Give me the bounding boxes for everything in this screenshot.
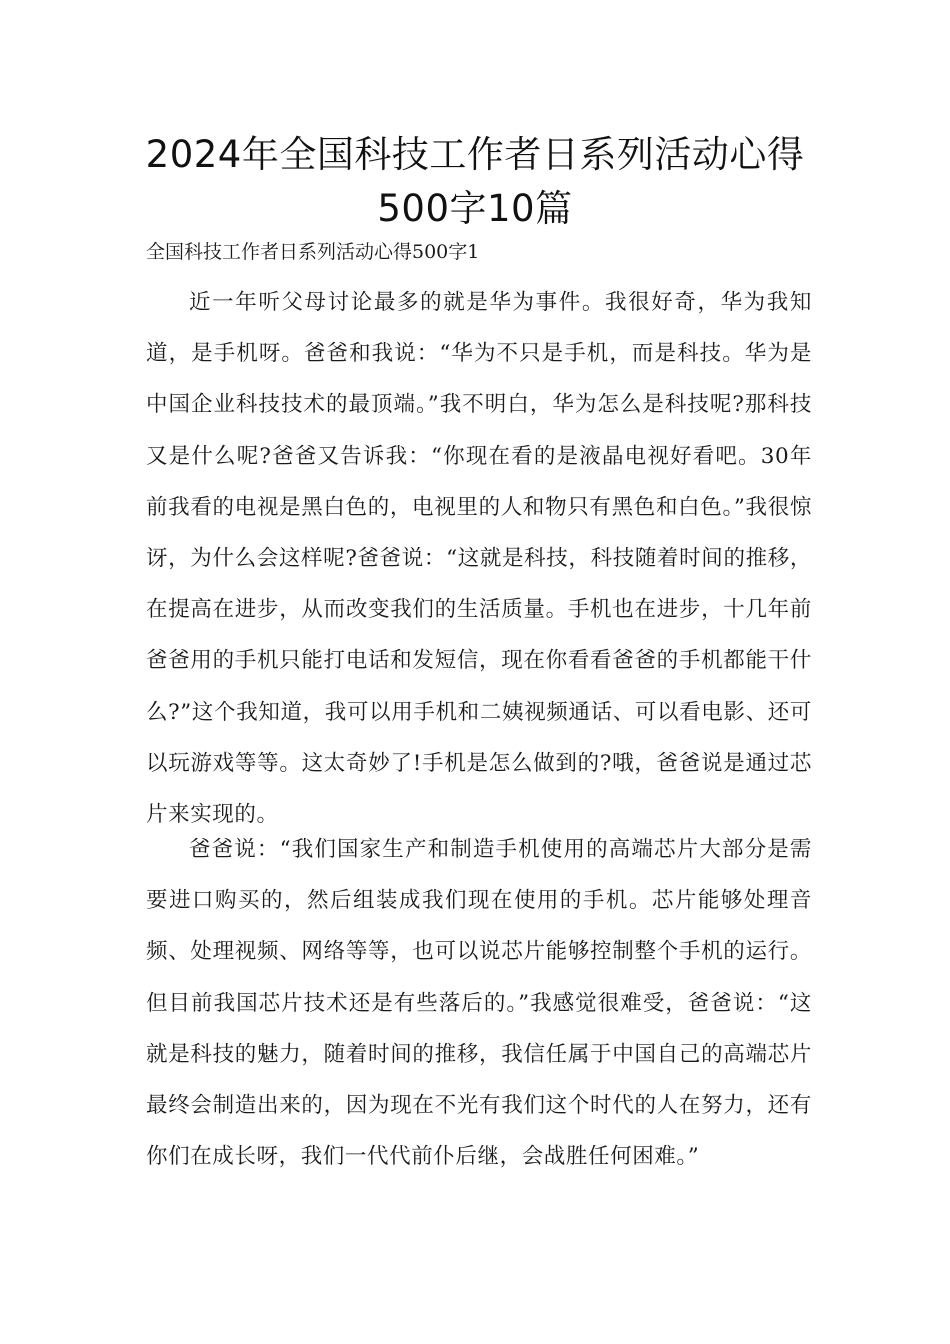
paragraph: 爸爸说：“我们国家生产和制造手机使用的高端芯片大部分是需要进口购买的，然后组装成我们现在使用的手机。芯片能够处理音频、处理视频、网络等等，也可以说芯片能够控制整个手机的运行。但目前我国芯片技术还是有些落后的。”我感觉很难受，爸爸说：“这就是科技的魅力，随着时间的推移，我信任属于中国自己的高端芯片最终会制造出来的，因为现在不光有我们这个时代的人在努力，还有你们在成长呀，我们一代代前仆后继，会战胜任何困难。” (146, 837, 812, 1170)
paragraph-2-block (146, 824, 812, 1182)
document-title: 2024年全国科技工作者日系列活动心得500字10篇 (145, 133, 805, 230)
paragraph-1-block (146, 277, 812, 840)
paragraph: 近一年听父母讨论最多的就是华为事件。我很好奇，华为我知道，是手机呀。爸爸和我说：“华为不只是手机，而是科技。华为是中国企业科技技术的最顶端。”我不明白，华为怎么是科技呢?那科技又是什么呢?爸爸又告诉我：“你现在看的是液晶电视好看吧。30年前我看的电视是黑白色的，电视里的人和物只有黑色和白色。”我很惊讶，为什么会这样呢?爸爸说：“这就是科技，科技随着时间的推移，在提高在进步，从而改变我们的生活质量。手机也在进步，十几年前爸爸用的手机只能打电话和发短信，现在你看看爸爸的手机都能干什么?”这个我知道，我可以用手机和二姨视频通话、可以看电影、还可以玩游戏等等。这太奇妙了!手机是怎么做到的?哦，爸爸说是通过芯片来实现的。 (146, 290, 812, 828)
section-heading: 全国科技工作者日系列活动心得500字1 (146, 241, 480, 263)
